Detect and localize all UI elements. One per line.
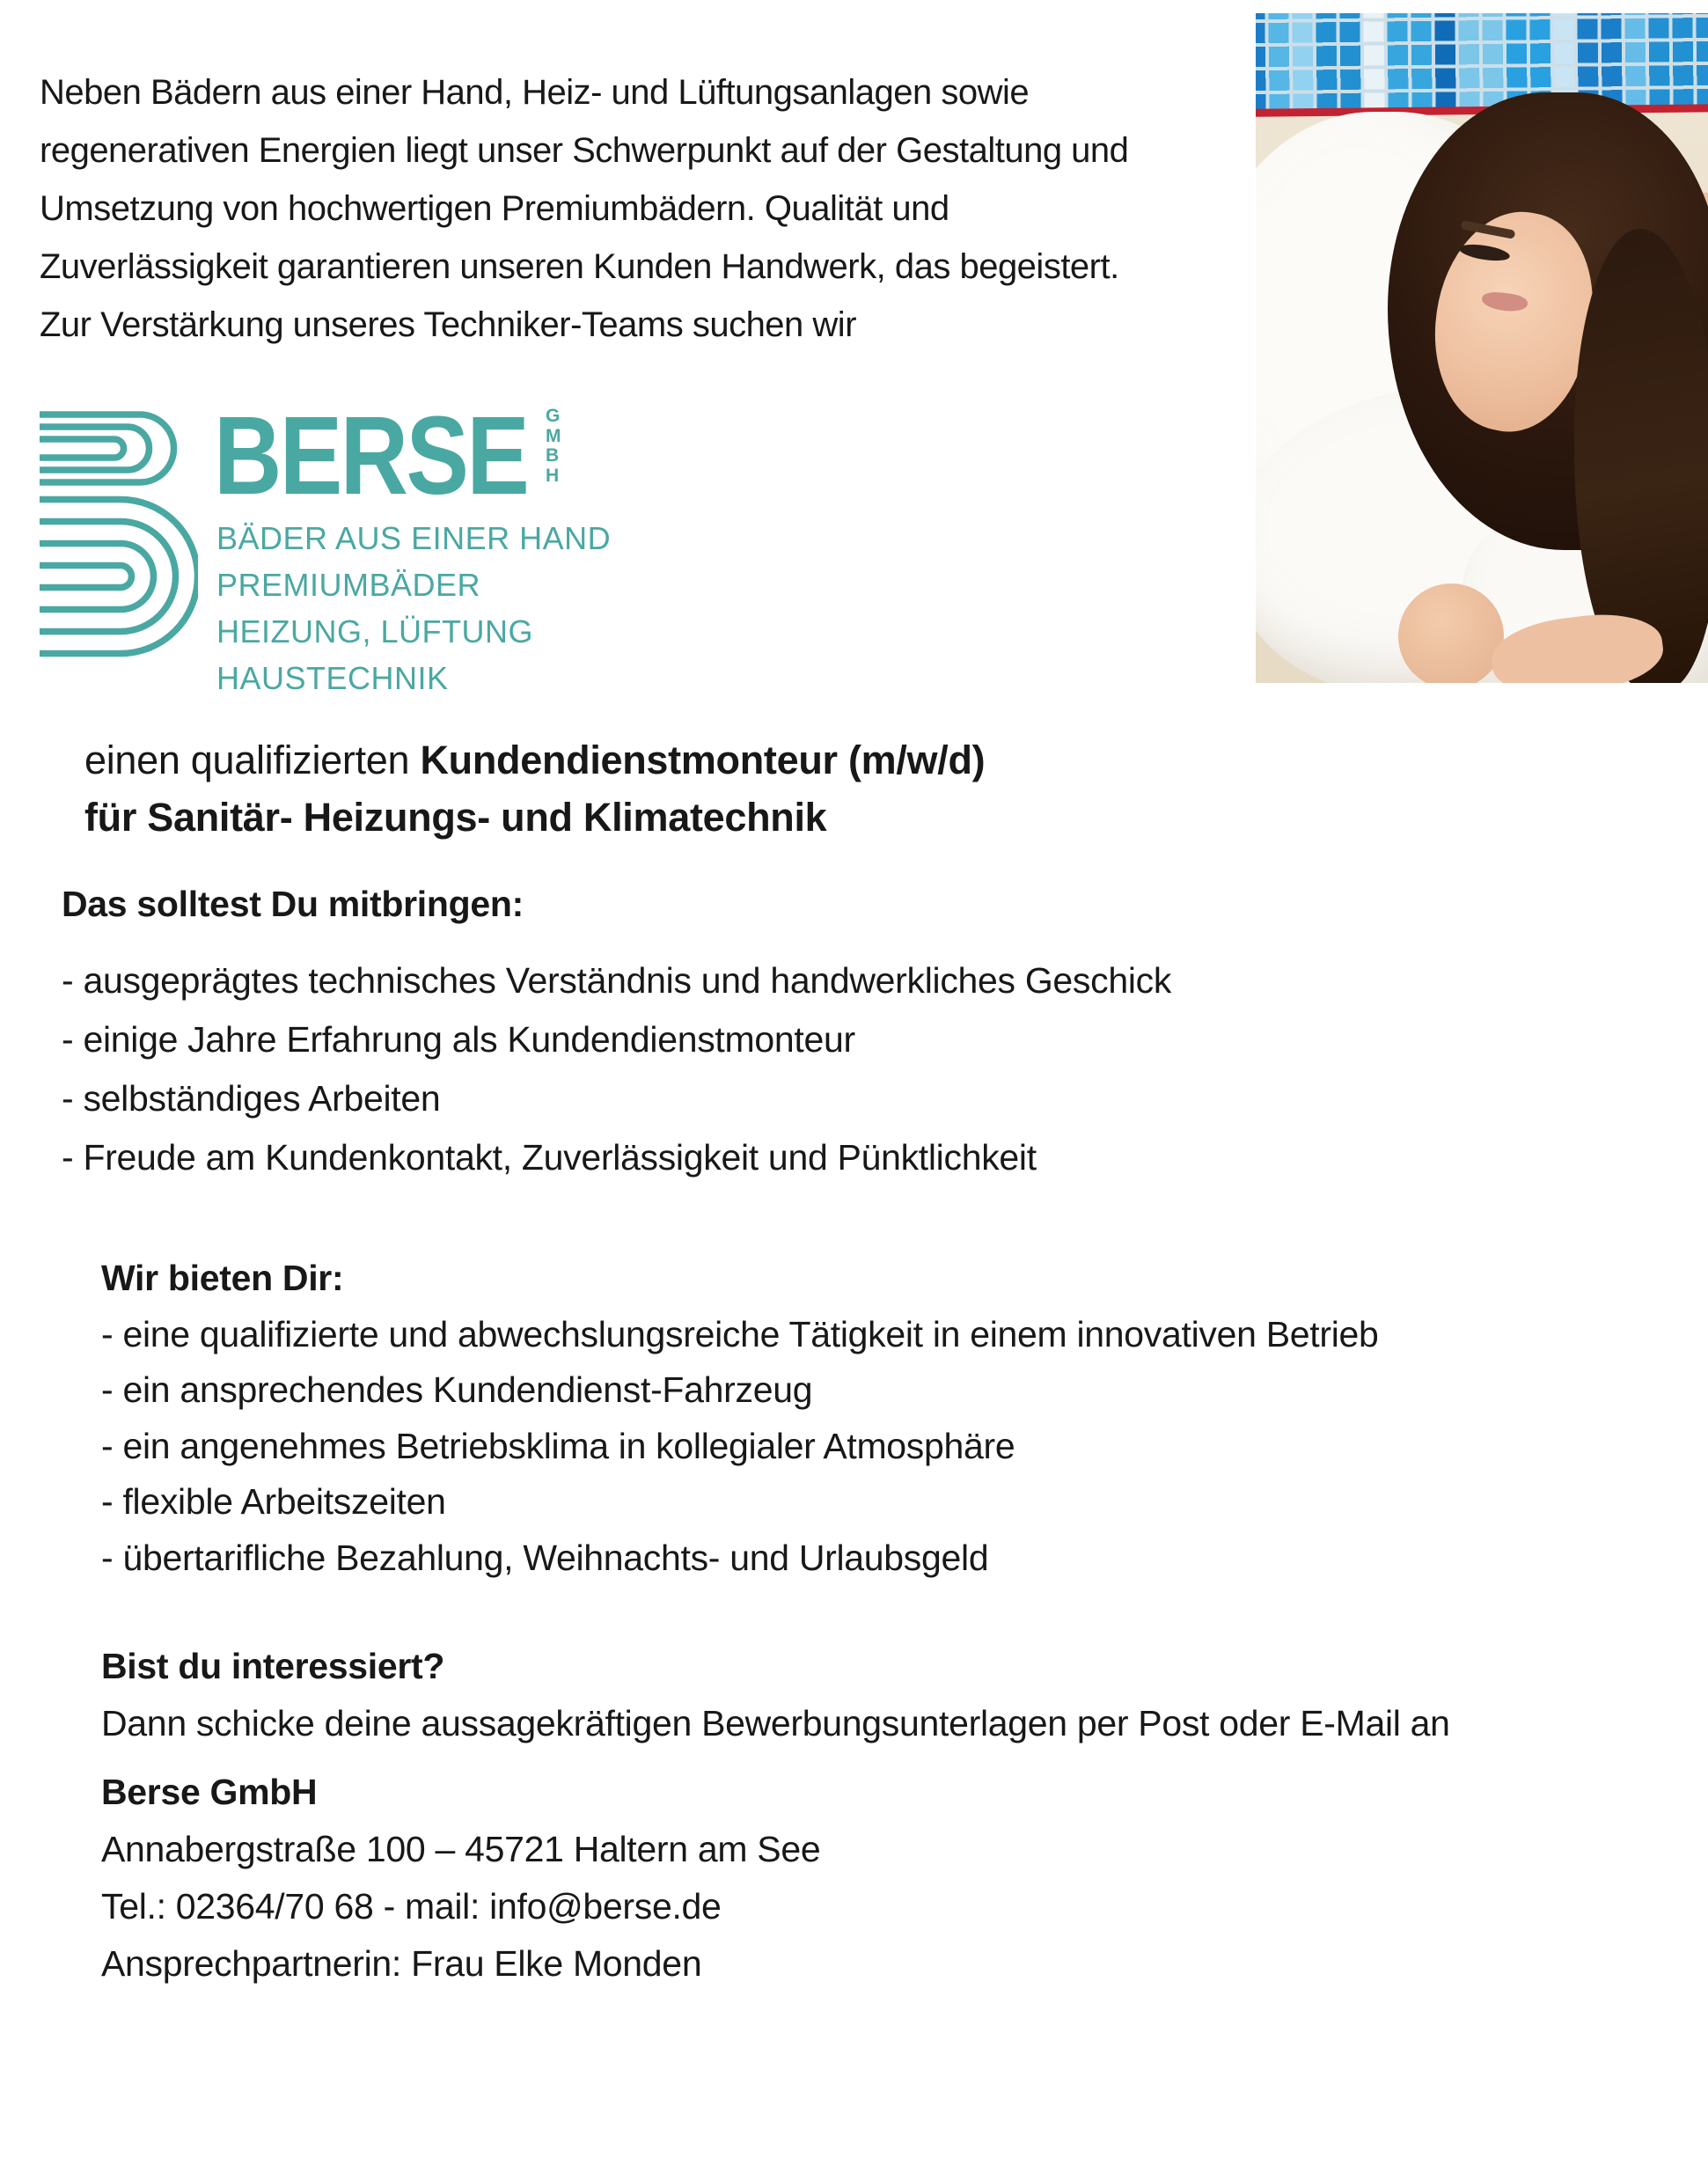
logo-tagline: BÄDER AUS EINER HAND [216, 520, 612, 556]
offer-item: - übertarifliche Bezahlung, Weihnachts- und Urlaubsgeld [101, 1537, 989, 1578]
offer-item: - ein angenehmes Betriebsklima in kollegialer Atmosphäre [101, 1425, 1015, 1466]
intro-line: Zur Verstärkung unseres Techniker-Teams suchen wir [40, 305, 857, 344]
berse-logo-taglines [216, 515, 611, 701]
offer-item: - eine qualifizierte und abwechslungsreiche Tätigkeit in einem innovativen Betrieb [101, 1313, 1379, 1354]
offer-item: - ein ansprechendes Kundendienst-Fahrzeug [101, 1369, 813, 1410]
offer-section [101, 1251, 1379, 1586]
intro-line: Neben Bädern aus einer Hand, Heiz- und Lüftungsanlagen sowie [40, 73, 1030, 112]
intro-line: Zuverlässigkeit garantieren unseren Kunden Handwerk, das begeistert. [40, 247, 1119, 286]
woman-knee [1398, 584, 1504, 683]
logo-tagline: HEIZUNG, LÜFTUNG [216, 613, 534, 650]
berse-logo-gmbh: GMBH [546, 406, 561, 486]
requirements-list [62, 951, 1171, 1187]
company-phone-mail: Tel.: 02364/70 68 - mail: info@berse.de [101, 1886, 722, 1927]
requirement-item: - einige Jahre Erfahrung als Kundendienstmonteur [62, 1019, 855, 1060]
berse-logo-wordmark: BERSE [214, 393, 528, 517]
intro-line: regenerativen Energien liegt unser Schwerpunkt auf der Gestaltung und [40, 131, 1129, 170]
interest-heading: Bist du interessiert? [101, 1646, 445, 1686]
offer-heading: Wir bieten Dir: [101, 1258, 344, 1298]
requirement-item: - ausgeprägtes technisches Verständnis und handwerkliches Geschick [62, 960, 1172, 1001]
interest-text: Dann schicke deine aussagekräftigen Bewerbungsunterlagen per Post oder E-Mail an [101, 1703, 1450, 1743]
job-title-headline [84, 731, 985, 846]
contact-person: Ansprechpartnerin: Frau Elke Monden [101, 1943, 702, 1984]
berse-logo-mark [40, 411, 198, 657]
job-title-prefix: einen qualifizierten [84, 738, 421, 782]
spa-photo [1256, 13, 1708, 683]
interest-section [101, 1638, 1450, 1752]
requirement-item: - selbständiges Arbeiten [62, 1078, 441, 1119]
requirements-heading: Das solltest Du mitbringen: [62, 884, 524, 924]
logo-tagline: HAUSTECHNIK [216, 660, 449, 696]
job-title-bold: Kundendienstmonteur (m/w/d) [420, 738, 986, 782]
intro-line: Umsetzung von hochwertigen Premiumbädern. Qualität und [40, 189, 949, 228]
contact-section [101, 1764, 820, 1993]
company-address: Annabergstraße 100 – 45721 Haltern am See [101, 1829, 821, 1869]
intro-paragraph [40, 63, 1128, 354]
logo-tagline: PREMIUMBÄDER [216, 567, 481, 603]
job-title-line2: für Sanitär- Heizungs- und Klimatechnik [84, 795, 827, 840]
offer-item: - flexible Arbeitszeiten [101, 1481, 446, 1522]
requirement-item: - Freude am Kundenkontakt, Zuverlässigkeit und Pünktlichkeit [62, 1137, 1037, 1178]
company-name: Berse GmbH [101, 1772, 318, 1812]
job-title-line1 [84, 731, 985, 789]
blue-mosaic-tiles [1256, 13, 1708, 114]
